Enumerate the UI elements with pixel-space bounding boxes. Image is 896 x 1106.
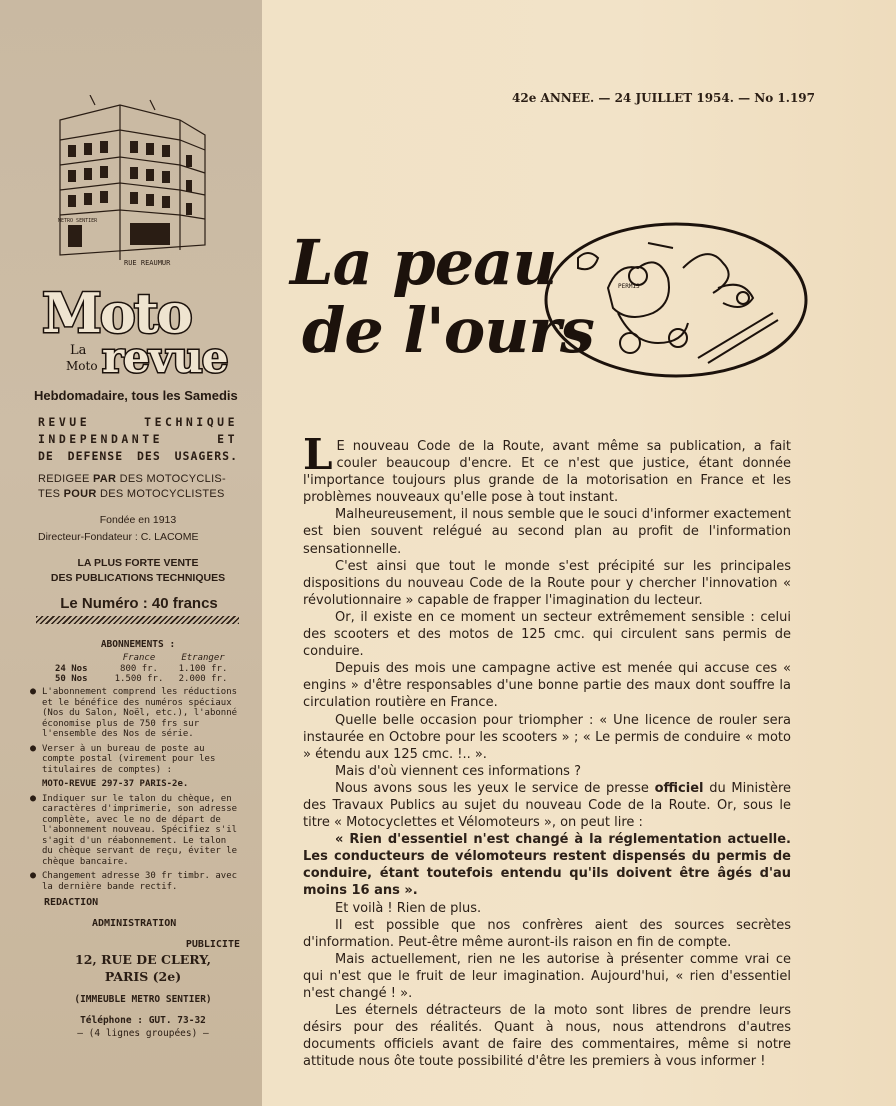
svg-text:La: La <box>70 343 87 358</box>
revue-line: REVUE TECHNIQUE <box>38 415 238 429</box>
revue-line: INDEPENDANTE ET <box>38 432 238 446</box>
subscription-rates: France Etranger 24 Nos 800 fr. 1.100 fr. 50 Nos 1.500 fr. 2.000 fr. <box>55 653 235 685</box>
phone-lines: — (4 lignes groupées) — <box>77 1028 209 1039</box>
director: Directeur-Fondateur : C. LACOME <box>38 531 199 543</box>
article-quote: « Rien d'essentiel n'est changé à la réglementation actuelle. Les conducteurs de vélomoteurs restent dispensés du permis de conduire, étant toutefois entendu qu'ils doivent être âgés d'au moins 16 ans ». <box>303 832 791 899</box>
departments: REDACTION ADMINISTRATION PUBLICITE <box>44 897 240 950</box>
article-paragraph: Quelle belle occasion pour triompher : « Une licence de rouler sera instaurée en Octobre pour les scooters » ; « Le permis de conduire « moto » étendu aux 125 cmc. !.. ». <box>303 712 791 762</box>
revue-technique-block <box>38 414 238 465</box>
headline-line-2: de l'ours <box>302 294 594 367</box>
street-sign: RUE REAUMUR <box>124 259 171 267</box>
svg-text:Moto: Moto <box>42 281 191 345</box>
subscription-notes <box>30 687 242 896</box>
article-paragraph: Mais d'où viennent ces informations ? <box>335 763 581 779</box>
svg-text:Moto: Moto <box>66 359 98 373</box>
rate-row: 50 Nos 1.500 fr. 2.000 fr. <box>55 674 228 684</box>
headline-line-1: La peau <box>290 226 557 299</box>
article-paragraph: Nous avons sous les yeux le service de presse officiel du Ministère des Travaux Publics au sujet du nouveau Code de la Route. Or, sous le titre « Motocyclettes et Vélomoteurs », on peut lire : <box>303 780 791 831</box>
building-sign: METRO SENTIER <box>58 218 98 224</box>
article-paragraph: Les éternels détracteurs de la moto sont libres de prendre leurs désirs pour des réalités. Quant à nous, nous attendrons d'autres documents officiels avant de faire des commentaires, même si notre attitude nous ôte toute possibilité d'être les premiers à vous informer ! <box>303 1003 791 1070</box>
bullet-icon: ● <box>30 742 37 754</box>
subscriptions-title: ABONNEMENTS : <box>100 639 176 650</box>
bullet-icon: ● <box>30 870 37 881</box>
moto-revue-logo <box>12 280 257 380</box>
decorative-divider <box>36 616 239 624</box>
bullet-icon: ● <box>30 792 37 804</box>
svg-text:revue: revue <box>102 333 228 380</box>
drop-cap: L <box>303 430 333 479</box>
building-illustration <box>50 95 220 280</box>
article-paragraph: Il est possible que nos confrères aient des sources secrètes d'information. Peut-être même auront-ils raison en fin de compte. <box>303 917 791 950</box>
article-body <box>303 430 791 1070</box>
note-item: ● L'abonnement comprend les réductions et le bénéfice des numéros spéciaux (Nos du Salon, Noël, etc.), l'abonné économise plus de 750 frs sur l'ensemble des Nos de série. <box>30 686 238 739</box>
note-item: ● Changement adresse 30 fr timbr. avec la dernière bande rectif. <box>30 870 238 892</box>
svg-text:PERMIS: PERMIS <box>618 283 640 290</box>
bullet-icon: ● <box>30 686 37 697</box>
article-paragraph: L E nouveau Code de la Route, avant même sa publication, a fait couler beaucoup d'encre. Et ce n'est que justice, étant donnée l'importance toujours plus grande de la motorisation en France et les problèmes nouveaux qu'elle pose à tout instant. <box>303 430 791 506</box>
article-paragraph: C'est ainsi que tout le monde s'est précipité sur les principales dispositions du nouveau Code de la Route pour y chercher l'innovation « révolutionnaire » capable de frapper l'imagination du lecteur. <box>303 558 791 608</box>
issue-line: 42e ANNEE. — 24 JUILLET 1954. — No 1.197 <box>512 91 816 105</box>
building-note: (IMMEUBLE METRO SENTIER) <box>74 994 212 1005</box>
note-item: ● Indiquer sur le talon du chèque, en caractères d'imprimerie, son adresse complète, avec le no de départ de l'abonnement nouveau. Spécifiez s'il s'agit d'un réabonnement. Le talon du chèque servant de reçu, éviter le chèque bancaire. <box>30 792 238 867</box>
article-paragraph: Or, il existe en ce moment un secteur extrêmement sensible : celui des scooters et des motos de 125 cmc. qui circulent sans permis de conduire. <box>303 609 791 660</box>
article-paragraph: Malheureusement, il nous semble que le souci d'informer exactement est bien souvent relégué au second plan au profit de l'information sensationnelle. <box>303 507 791 557</box>
article-paragraph: Et voilà ! Rien de plus. <box>335 900 482 916</box>
forte-vente: LA PLUS FORTE VENTE DES PUBLICATIONS TECHNIQUES <box>50 557 226 584</box>
founded-year: Fondée en 1913 <box>99 514 177 526</box>
postal-account: MOTO-REVUE 297-37 PARIS-2e. <box>42 779 189 789</box>
revue-line: DE DEFENSE DES USAGERS. <box>38 449 238 463</box>
issue-price: Le Numéro : 40 francs <box>60 595 218 612</box>
article-paragraph: Depuis des mois une campagne active est menée qui accuse ces « engins » d'être responsables d'une bonne partie des maux dont souffre la circulation routière en France. <box>303 661 791 711</box>
address: 12, RUE DE CLERY, PARIS (2e) <box>75 952 211 984</box>
article-paragraph: Mais actuellement, rien ne les autorise à présenter comme vrai ce qui n'est que le fruit de leur imagination. Aujourd'hui, « rien d'essentiel n'est changé ! ». <box>303 951 791 1001</box>
rate-row: 24 Nos 800 fr. 1.100 fr. <box>55 663 228 674</box>
redigee-block: REDIGEE PAR DES MOTOCYCLIS- TES POUR DES MOTOCYCLISTES <box>38 473 227 500</box>
telephone: Téléphone : GUT. 73-32 <box>80 1015 206 1026</box>
tagline: Hebdomadaire, tous les Samedis <box>34 388 238 403</box>
note-item: ● Verser à un bureau de poste au compte postal (virement pour les titulaires de comptes) : <box>30 742 216 775</box>
masthead-sidebar <box>0 0 262 1106</box>
